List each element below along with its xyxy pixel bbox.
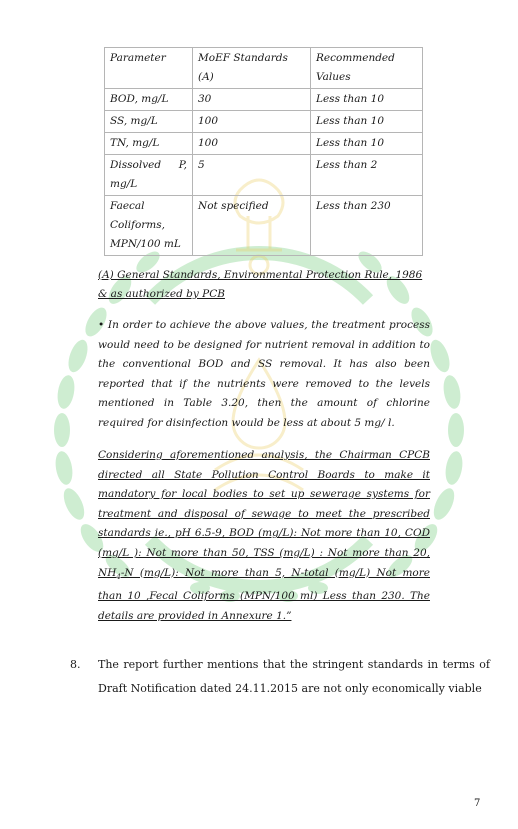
table-cell: 5 bbox=[193, 155, 311, 196]
subscript-4: 4 bbox=[116, 572, 121, 581]
table-cell bbox=[105, 155, 193, 196]
table-cell: Faecal Coliforms, MPN/100 mL bbox=[105, 196, 193, 256]
table-cell: 100 bbox=[193, 133, 311, 155]
dissolved-p-line bbox=[110, 156, 187, 175]
header-cell: MoEF Standards (A) bbox=[193, 48, 311, 89]
paragraph-8-text: The report further mentions that the stringent standards in terms of Draft Notification dated 24.11.2015 are not only economically viable bbox=[98, 658, 490, 695]
table-row bbox=[105, 133, 423, 155]
mgl-word: mg/L bbox=[110, 178, 138, 190]
table-cell: TN, mg/L bbox=[105, 133, 193, 155]
bullet-paragraph: • In order to achieve the above values, the treatment process would need to be designed for nutrient removal in addition to the conventional BOD and SS removal. It has also been reported that if the nutrients were removed to the levels mentioned in Table 3.20, then the amount of chlorine required for disinfection would be less at about 5 mg/ l. bbox=[98, 319, 430, 429]
table-cell: Less than 2 bbox=[311, 155, 423, 196]
table-source-note: (A) General Standards, Environmental Protection Rule, 1986 & as authorized by PCB bbox=[98, 269, 423, 300]
paragraph-8 bbox=[70, 653, 490, 701]
p-word: P, bbox=[178, 159, 187, 171]
table-cell: Less than 10 bbox=[311, 89, 423, 111]
table-cell: Less than 230 bbox=[311, 196, 423, 256]
directive-text-part-1: Considering aforementioned analysis, the Chairman CPCB directed all State Pollution Control Boards to make it mandatory for local bodies to set up sewerage systems for treatment and disposal of sewage to meet the prescribed standards ie., pH 6.5-9, BOD (mg/L): Not more than 10, COD (mg/L ): Not more than 50, TSS (mg/L) : Not more than 20, NH bbox=[98, 449, 430, 579]
standards-table bbox=[104, 47, 423, 256]
table-cell: Less than 10 bbox=[311, 133, 423, 155]
chairman-directive-paragraph bbox=[98, 446, 430, 626]
table-row bbox=[105, 111, 423, 133]
header-cell: Recommended Values bbox=[311, 48, 423, 89]
directive-text-part-2: -N (mg/L): Not more than 5, N-total (mg/L) Not more than 10 ,Fecal Coliforms (MPN/100 ml) Less than 230. The details are provided in Annexure 1.” bbox=[98, 566, 430, 622]
page-number: 7 bbox=[474, 798, 481, 809]
table-row bbox=[105, 196, 423, 256]
table-cell: 30 bbox=[193, 89, 311, 111]
dissolved-word: Dissolved bbox=[110, 159, 162, 171]
table-cell: BOD, mg/L bbox=[105, 89, 193, 111]
table-row bbox=[105, 155, 423, 196]
table-cell: SS, mg/L bbox=[105, 111, 193, 133]
paragraph-number: 8. bbox=[70, 658, 81, 671]
table-header-row bbox=[105, 48, 423, 89]
table-row bbox=[105, 89, 423, 111]
table-cell: Less than 10 bbox=[311, 111, 423, 133]
table-cell: Not specified bbox=[193, 196, 311, 256]
header-cell: Parameter bbox=[105, 48, 193, 89]
table-cell: 100 bbox=[193, 111, 311, 133]
